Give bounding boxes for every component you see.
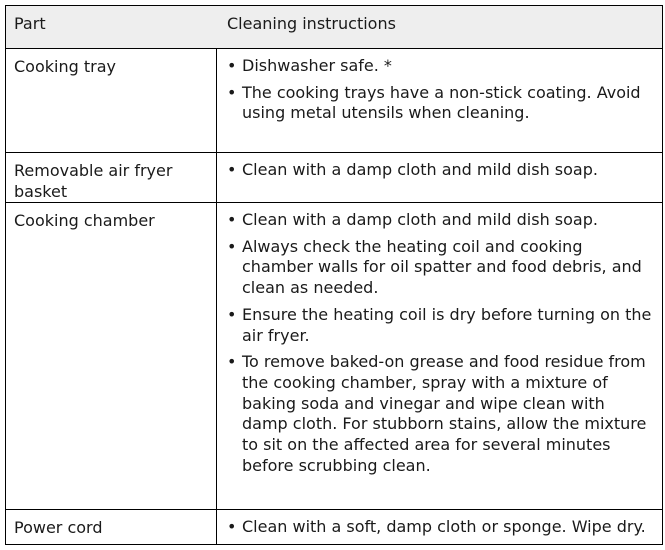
- list-item: [227, 83, 654, 124]
- table-row: [6, 48, 662, 153]
- bullet-icon: •: [227, 352, 237, 372]
- bullet-icon: •: [227, 210, 237, 229]
- bullet-icon: •: [227, 517, 237, 536]
- bullet-icon: •: [227, 160, 237, 179]
- part-label: Cooking chamber: [14, 211, 155, 230]
- instruction-text: Clean with a soft, damp cloth or sponge. Wipe dry.: [242, 517, 646, 536]
- table-row: [6, 202, 662, 510]
- list-item: [227, 517, 654, 538]
- bullet-icon: •: [227, 304, 237, 324]
- instructions-cell: [227, 517, 654, 544]
- list-item: [227, 160, 654, 181]
- bullet-icon: •: [227, 82, 237, 102]
- bullet-icon: •: [227, 56, 237, 75]
- bullet-icon: •: [227, 236, 237, 256]
- instruction-text: Always check the heating coil and cooking chamber walls for oil spatter and food debris, and clean as needed.: [242, 236, 642, 298]
- part-label: Cooking tray: [14, 57, 116, 76]
- instruction-text: To remove baked-on grease and food residue from the cooking chamber, spray with a mixture of baking soda and vinegar and wipe clean with damp cloth. For stubborn stains, allow the mixture to sit on the affected area for several minutes before scrubbing clean.: [242, 352, 647, 475]
- table-row: [6, 509, 662, 545]
- instructions-cell: [227, 160, 654, 187]
- instruction-text: Dishwasher safe. *: [242, 56, 392, 75]
- header-cleaning-instructions: Cleaning instructions: [227, 14, 396, 33]
- instruction-text: The cooking trays have a non-stick coating. Avoid using metal utensils when cleaning.: [242, 82, 641, 123]
- table-row: [6, 152, 662, 203]
- list-item: [227, 237, 654, 299]
- instructions-cell: [227, 56, 654, 130]
- header-part: Part: [14, 14, 46, 33]
- instruction-text: Clean with a damp cloth and mild dish soap.: [242, 160, 598, 179]
- list-item: [227, 352, 654, 476]
- list-item: [227, 305, 654, 346]
- instructions-cell: [227, 210, 654, 482]
- part-label: Removable air fryer basket: [14, 161, 173, 201]
- part-label: Power cord: [14, 518, 103, 537]
- instruction-text: Clean with a damp cloth and mild dish soap.: [242, 210, 598, 229]
- cleaning-instructions-table: [5, 5, 663, 545]
- list-item: [227, 210, 654, 231]
- instruction-text: Ensure the heating coil is dry before turning on the air fryer.: [242, 304, 652, 345]
- table-header-row: [6, 6, 662, 48]
- list-item: [227, 56, 654, 77]
